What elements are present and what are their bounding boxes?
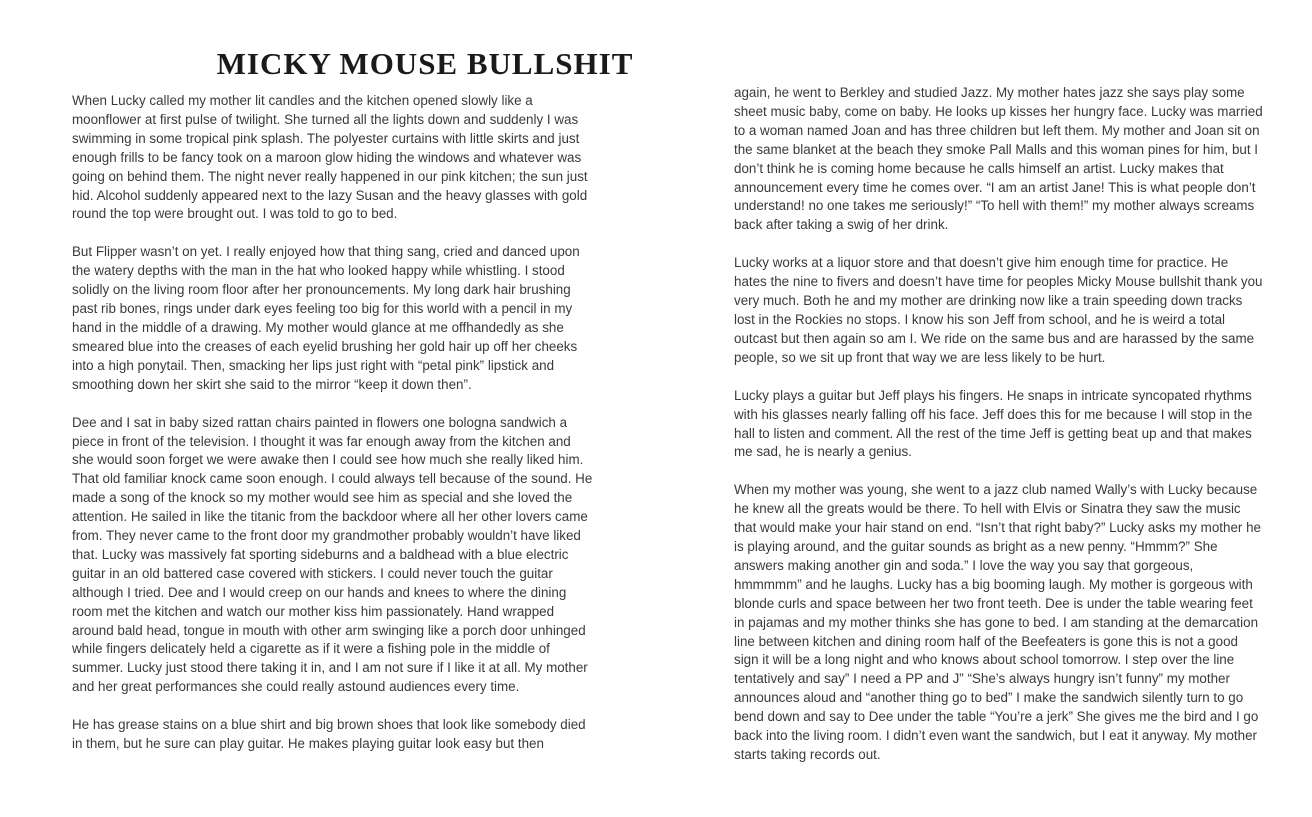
right-page-body	[734, 84, 1264, 784]
paragraph: Lucky plays a guitar but Jeff plays his fingers. He snaps in intricate syncopated rhythms with his glasses nearly falling off his face. Jeff does this for me because I will stop in the hall to listen and comment. All the rest of the time Jeff is getting beat up and that makes me sad, he is nearly a genius.	[734, 387, 1253, 460]
paragraph: Lucky works at a liquor store and that doesn’t give him enough time for practice. He hates the nine to fivers and doesn’t have time for peoples Micky Mouse bullshit thank you very much. Both he and my mother are drinking now like a train speeding down tracks lost in the Rockies no stops. I know his son Jeff from school, and he is weird a total outcast but then again so am I. We ride on the same bus and are harassed by the same people, so we sit up front that way we are less likely to be hurt.	[734, 255, 1263, 365]
paragraph: But Flipper wasn’t on yet. I really enjoyed how that thing sang, cried and danced upon the watery depths with the man in the hat who looked happy while whistling. I stood solidly on the living room floor after her pronouncements. My long dark hair brushing past rib bones, rings under dark eyes feeling too big for this world with a pencil in my hand in the middle of a drawing. My mother would glance at me offhandedly as she smeared blue into the creases of each eyelid brushing her gold hair up off her cheeks into a high ponytail. Then, smacking her lips just right with “petal pink” lipstick and smoothing down her skirt she said to the mirror “keep it down then”.	[72, 244, 580, 392]
page-title: MICKY MOUSE BULLSHIT	[216, 46, 634, 81]
paragraph: He has grease stains on a blue shirt and big brown shoes that look like somebody died in them, but he sure can play guitar. He makes playing guitar look easy but then	[72, 717, 586, 752]
paragraph: again, he went to Berkley and studied Jazz. My mother hates jazz she says play some sheet music baby, come on baby. He looks up kisses her hungry face. Lucky was married to a woman named Joan and has three children but left them. My mother and Joan sit on the same blanket at the beach they smoke Pall Malls and this woman pines for him, but I don’t think he is coming home because he calls himself an artist. Lucky makes that announcement every time he comes over. “I am an artist Jane! This is what people don’t understand! no one takes me seriously!” “To hell with them!” my mother always screams back after taking a swig of her drink.	[734, 85, 1263, 233]
paragraph: Dee and I sat in baby sized rattan chairs painted in flowers one bologna sandwich a piece in front of the television. I thought it was far enough away from the kitchen and she would soon forget we were awake then I could see how much she really liked him. That old familiar knock came soon enough. I could always tell because of the sound. He made a song of the knock so my mother would see him as special and she loved the attention. He sailed in like the titanic from the backdoor where all her other lovers came from. They never came to the front door my grandmother probably wouldn’t have liked that. Lucky was massively fat sporting sideburns and a baldhead with a blue electric guitar in an old battered case covered with stickers. I could never touch the guitar although I tried. Dee and I would creep on our hands and knees to where the dining room met the kitchen and watch our mother kiss him passionately. Hand wrapped around bald head, tongue in mouth with other arm swinging like a porch door unhinged while fingers delicately held a cigarette as if it were a fishing pole in the middle of summer. Lucky just stood there taking it in, and I am not sure if I like it at all. My mother and her great performances she could really astound audiences every time.	[72, 414, 593, 695]
left-page-body	[72, 92, 596, 773]
paragraph: When Lucky called my mother lit candles and the kitchen opened slowly like a moonflower at first pulse of twilight. She turned all the lights down and suddenly I was swimming in some tropical pink splash. The polyester curtains with little skirts and just enough frills to be fancy took on a maroon glow hiding the windows and whatever was going on behind them. The night never really happened in our pink kitchen; the sun just hid. Alcohol suddenly appeared next to the lazy Susan and the heavy glasses with gold round the top were brought out. I was told to go to bed.	[72, 93, 588, 222]
paragraph: When my mother was young, she went to a jazz club named Wally’s with Lucky because he knew all the greats would be there. To hell with Elvis or Sinatra they saw the music that would make your hair stand on end. “Isn’t that right baby?” Lucky asks my mother he is playing around, and the guitar sounds as bright as a new penny. “Hmmm?” She answers making another gin and soda.” I love the way you say that gorgeous, hmmmmm” and he laughs. Lucky has a big booming laugh. My mother is gorgeous with blonde curls and space between her two front teeth. Dee is under the table wearing feet in pajamas and my mother thinks she has gone to bed. I am standing at the demarcation line between kitchen and dining room half of the Beefeaters is gone this is not a good sign it will be a long night and who knows about school tomorrow. I step over the line tentatively and say” I need a PP and J” “She’s always hungry isn’t funny” my mother announces aloud and “another thing go to bed” I make the sandwich silently turn to go bend down and say to Dee under the table “You’re a jerk” She gives me the bird and I go back into the living room. I didn’t even want the sandwich, but I eat it anyway. My mother starts taking records out.	[734, 482, 1261, 762]
